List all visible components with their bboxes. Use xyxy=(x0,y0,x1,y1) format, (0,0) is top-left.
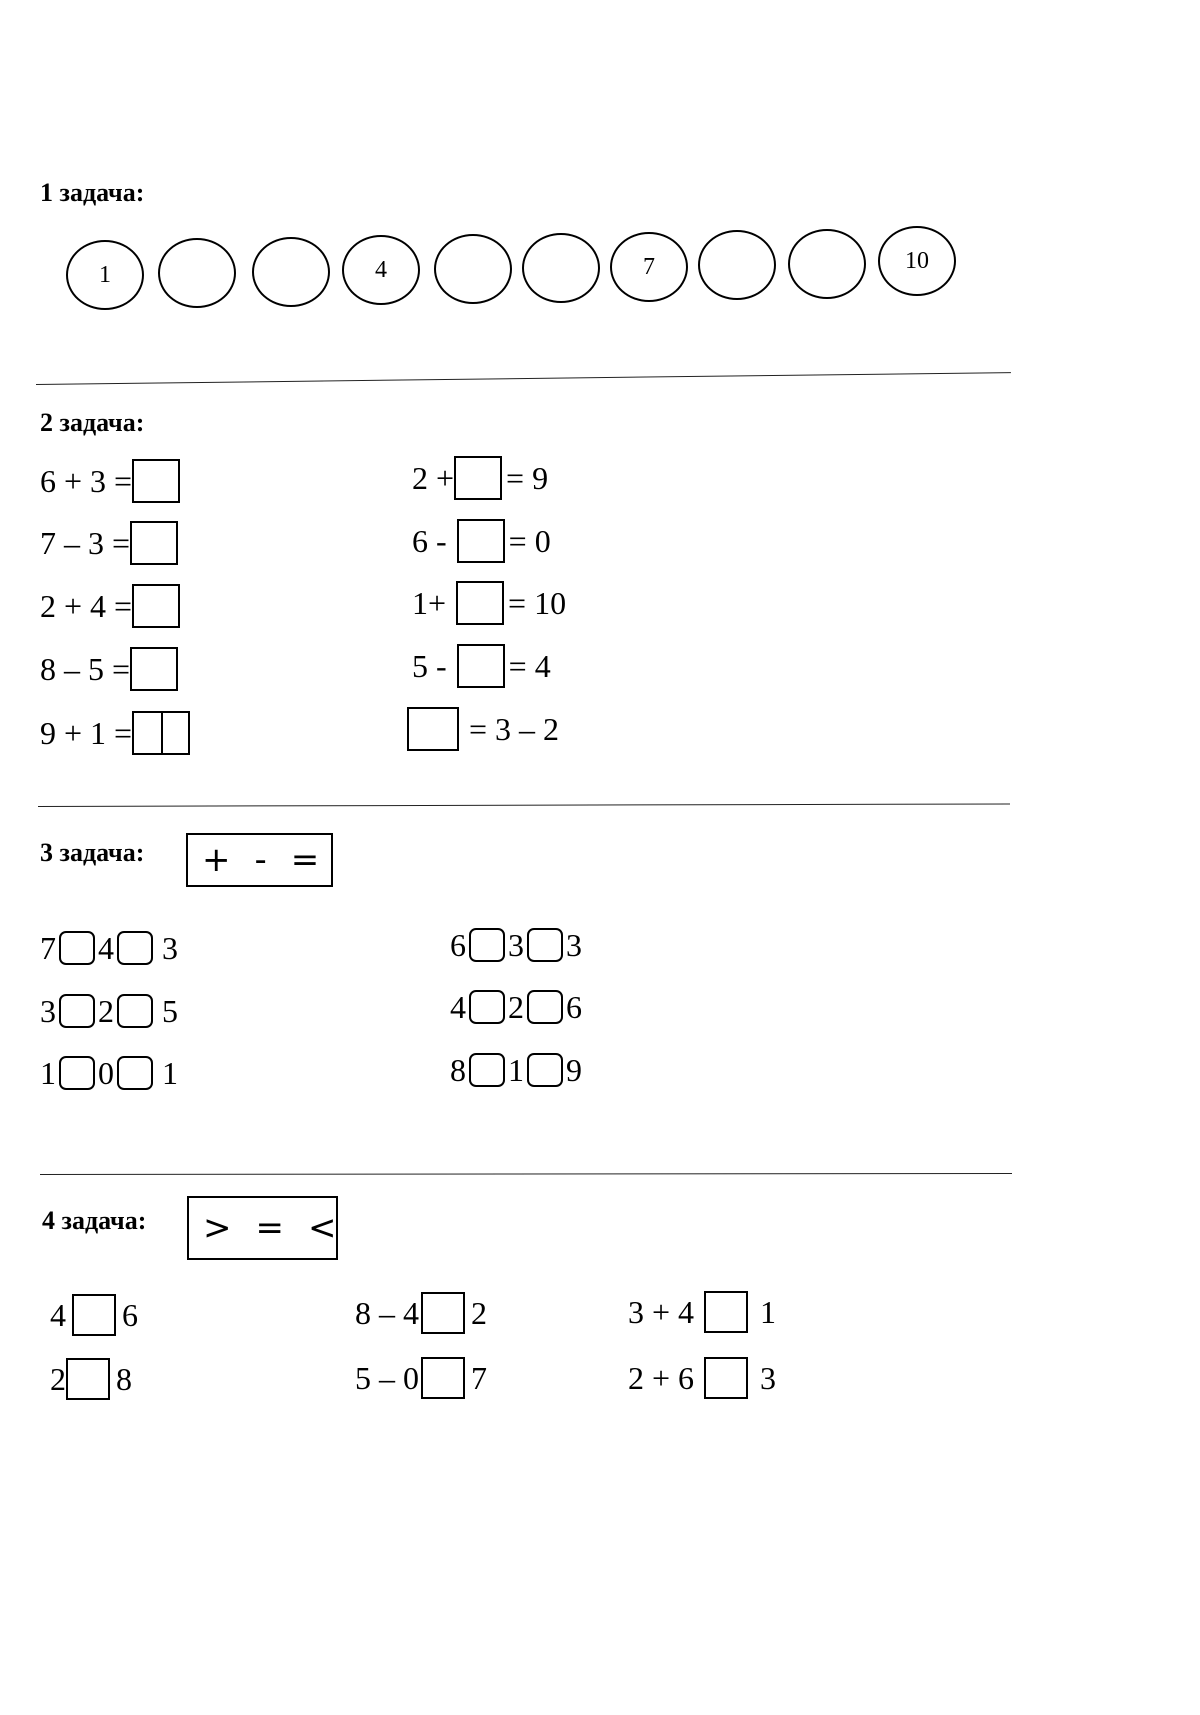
comparison-right: 6 xyxy=(122,1296,138,1333)
equation xyxy=(412,580,566,626)
equation-text: = 4 xyxy=(508,647,551,684)
number: 3 xyxy=(40,992,56,1029)
comparison-left: 2 + 6 xyxy=(628,1359,695,1396)
equation-text: 9 + 1 = xyxy=(40,714,133,751)
equation xyxy=(412,518,551,564)
sign-plus: + xyxy=(202,840,233,880)
compare-box[interactable] xyxy=(421,1357,465,1399)
comparison-left: 4 xyxy=(50,1296,66,1333)
sign-box[interactable] xyxy=(469,928,505,962)
equation xyxy=(412,455,548,501)
answer-box[interactable] xyxy=(132,459,180,503)
comparison-left: 8 – 4 xyxy=(355,1294,419,1331)
number-circle: 10 xyxy=(878,226,956,296)
equation-text: = 0 xyxy=(508,522,551,559)
sign-box[interactable] xyxy=(117,994,153,1028)
number-circle[interactable] xyxy=(434,234,512,304)
equation xyxy=(412,643,551,689)
number: 9 xyxy=(566,1051,582,1088)
number: 7 xyxy=(40,929,56,966)
equation-text: 8 – 5 = xyxy=(40,650,131,687)
compare-box[interactable] xyxy=(421,1292,465,1334)
sign-box[interactable] xyxy=(527,928,563,962)
sign-greater: > xyxy=(203,1208,234,1248)
divider xyxy=(38,803,1010,807)
sign-box[interactable] xyxy=(59,1056,95,1090)
sign-equation xyxy=(450,984,582,1030)
equation-text: 7 – 3 = xyxy=(40,524,131,561)
compare-box[interactable] xyxy=(72,1294,116,1336)
number: 1 xyxy=(162,1054,178,1091)
number: 2 xyxy=(98,992,114,1029)
number: 3 xyxy=(162,929,178,966)
equation-text: 2 + xyxy=(412,459,455,496)
comparison xyxy=(355,1290,487,1336)
equation xyxy=(40,520,178,566)
answer-box[interactable] xyxy=(132,584,180,628)
number: 4 xyxy=(450,988,466,1025)
equation-text: 2 + 4 = xyxy=(40,587,133,624)
comparison xyxy=(628,1355,776,1401)
compare-box[interactable] xyxy=(66,1358,110,1400)
number: 3 xyxy=(566,926,582,963)
number: 0 xyxy=(98,1054,114,1091)
answer-box[interactable] xyxy=(456,581,504,625)
comparison xyxy=(628,1289,776,1335)
task1-title: 1 задача: xyxy=(40,178,145,207)
sign-equation xyxy=(450,1047,582,1093)
number-circle[interactable] xyxy=(522,233,600,303)
equation-text: = 3 – 2 xyxy=(469,710,560,747)
sign-box[interactable] xyxy=(469,990,505,1024)
number: 1 xyxy=(40,1054,56,1091)
number-circle: 4 xyxy=(342,235,420,305)
sign-equation xyxy=(40,1050,178,1096)
equation-text: 6 + 3 = xyxy=(40,462,133,499)
equation xyxy=(407,706,559,752)
number-circle[interactable] xyxy=(252,237,330,307)
comparison-right: 1 xyxy=(760,1293,777,1330)
sign-less: < xyxy=(308,1208,339,1248)
signs-box xyxy=(186,833,333,887)
sign-equation xyxy=(450,922,582,968)
equation-text: 6 - xyxy=(412,522,447,559)
divider xyxy=(40,1173,1012,1175)
two-digit-answer-box[interactable] xyxy=(132,711,190,755)
answer-box[interactable] xyxy=(457,644,505,688)
sign-equation xyxy=(40,925,178,971)
sign-box[interactable] xyxy=(469,1053,505,1087)
equation-text: = 9 xyxy=(506,459,549,496)
signs-box xyxy=(187,1196,338,1260)
equation-text: 1+ xyxy=(412,584,447,621)
answer-box[interactable] xyxy=(407,707,459,751)
sign-box[interactable] xyxy=(59,994,95,1028)
equation xyxy=(40,583,180,629)
comparison-left: 3 + 4 xyxy=(628,1293,695,1330)
compare-box[interactable] xyxy=(704,1357,748,1399)
number: 3 xyxy=(508,926,524,963)
number: 1 xyxy=(508,1051,524,1088)
number-circle[interactable] xyxy=(698,230,776,300)
number-circle: 1 xyxy=(66,240,144,310)
answer-box[interactable] xyxy=(130,521,178,565)
number: 5 xyxy=(162,992,178,1029)
comparison xyxy=(50,1292,138,1338)
sign-equals: = xyxy=(255,1208,286,1248)
comparison xyxy=(50,1356,132,1402)
compare-box[interactable] xyxy=(704,1291,748,1333)
comparison-left: 2 xyxy=(50,1360,66,1397)
answer-box[interactable] xyxy=(130,647,178,691)
sign-box[interactable] xyxy=(117,1056,153,1090)
comparison-right: 8 xyxy=(116,1360,132,1397)
task3-title: 3 задача: xyxy=(40,838,145,867)
equation xyxy=(40,710,190,756)
sign-box[interactable] xyxy=(527,990,563,1024)
task4-title: 4 задача: xyxy=(42,1206,147,1235)
task2-title: 2 задача: xyxy=(40,408,145,437)
sign-equals: = xyxy=(290,840,322,880)
equation-text: 5 - xyxy=(412,647,447,684)
equation-text: = 10 xyxy=(508,584,567,621)
comparison-left: 5 – 0 xyxy=(355,1359,419,1396)
equation xyxy=(40,646,178,692)
number: 4 xyxy=(98,929,114,966)
number-circle: 7 xyxy=(610,232,688,302)
answer-box[interactable] xyxy=(454,456,502,500)
comparison xyxy=(355,1355,487,1401)
comparison-right: 7 xyxy=(471,1359,487,1396)
equation xyxy=(40,458,180,504)
sign-box[interactable] xyxy=(59,931,95,965)
number-circle[interactable] xyxy=(788,229,866,299)
sign-minus: - xyxy=(254,840,269,880)
sign-box[interactable] xyxy=(117,931,153,965)
sign-equation xyxy=(40,988,178,1034)
answer-box[interactable] xyxy=(457,519,505,563)
sign-box[interactable] xyxy=(527,1053,563,1087)
number: 8 xyxy=(450,1051,466,1088)
number-circle[interactable] xyxy=(158,238,236,308)
number: 6 xyxy=(450,926,466,963)
comparison-right: 2 xyxy=(471,1294,487,1331)
number: 6 xyxy=(566,988,582,1025)
comparison-right: 3 xyxy=(760,1359,777,1396)
divider xyxy=(36,372,1011,385)
number: 2 xyxy=(508,988,524,1025)
